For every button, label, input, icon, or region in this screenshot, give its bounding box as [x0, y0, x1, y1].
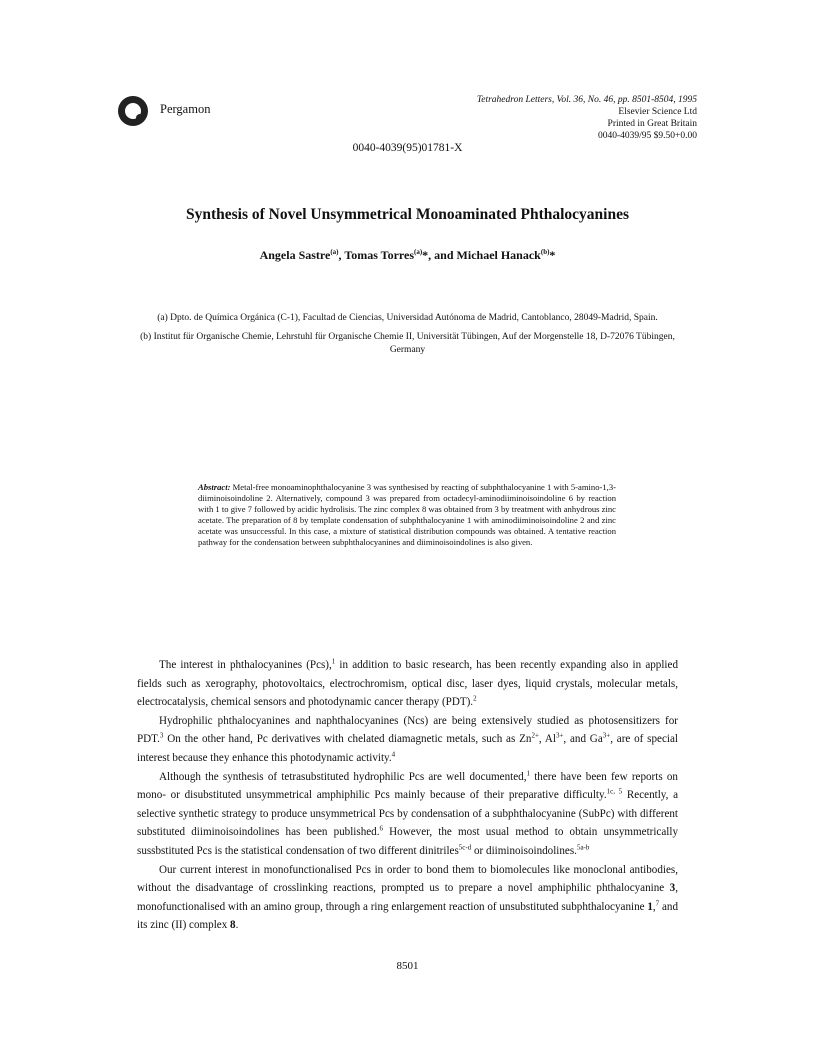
- author-name: Tomas Torres: [344, 248, 414, 262]
- affiliation-b: (b) Institut für Organische Chemie, Lehrstuhl für Organische Chemie II, Universität Tübingen, Auf der Morgenstelle 18, D-72076 Tübingen, Germany: [140, 332, 675, 355]
- citation-ref: 7: [655, 899, 660, 908]
- printed-line: Printed in Great Britain: [607, 119, 697, 129]
- paragraph: Although the synthesis of tetrasubstituted hydrophilic Pcs are well documented,$^1$ there have been few reports on mono- or disubstituted unsymmetrical amphiphilic Pcs mainly because of their preparative difficulty.$^{1c, 5}$ Recently, a selective synthetic strategy to produce unsymmetrical Pcs by condensation of a subphthalocyanine (SubPc) with different substituted diiminoisoindolines has been published.$^6$ However, the most usual method to obtain unsymmetrically sussbstituted Pcs is the statistical condensation of two different dinitriles$^{5c-d}$ or diiminoisoindolines.$^{5a-b}$: [137, 768, 679, 857]
- publisher-line: Elsevier Science Ltd: [618, 107, 697, 117]
- affiliation-a: (a) Dpto. de Química Orgánica (C-1), Facultad de Ciencias, Universidad Autónoma de Madrid, Cantoblanco, 28049-Madrid, Spain.: [157, 313, 658, 323]
- pergamon-logo: [118, 96, 148, 126]
- abstract-text: Metal-free monoaminophthalocyanine 3 was synthesised by reacting of subphthalocyanine 1 with 5-amino-1,3-diiminoisoindoline 2. Alternatively, compound 3 was prepared from octadecyl-aminodiiminoisoindoline 6 by reaction with 1 to give 7 followed by acidic hydrolisis. The zinc complex 8 was obtained from 3 by treatment with anhydrous zinc acetate. The preparation of 8 by template condensation of subphthalocyanine 1 with aminodiiminoisoindoline 2 and zinc acetate was unsuccessful. In this case, a mixture of statistical distribution compounds was obtained. A tentative reaction pathway for the condensation between subphthalocyanines and diiminoisoindolines is also given.: [198, 482, 616, 547]
- doi: 0040-4039(95)01781-X: [352, 142, 463, 154]
- author-list: Angela Sastre$^{(a)}$, Tomas Torres$^{(a)}$*, and Michael Hanack$^{(b)}$*: [259, 248, 556, 262]
- citation-ref: 3: [159, 731, 164, 740]
- citation-ref: 2: [473, 694, 477, 703]
- author-affiliation-mark: (a): [330, 248, 339, 256]
- citation-ref: 1: [526, 768, 530, 777]
- author-name: Michael Hanack: [456, 248, 541, 262]
- author-affiliation-mark: (b): [540, 248, 550, 256]
- citation-ref: 1: [331, 657, 336, 666]
- publisher-name: Pergamon: [160, 102, 211, 116]
- citation-ref: 1c, 5: [606, 787, 623, 796]
- author-name: Angela Sastre: [259, 248, 331, 262]
- affiliations: [130, 312, 685, 357]
- abstract: [198, 482, 616, 547]
- citation-ref: 5c-d: [458, 843, 472, 852]
- paragraph: Hydrophilic phthalocyanines and naphthalocyanines (Ncs) are being extensively studied as photosensitizers for PDT.$^3$ On the other hand, Pc derivatives with chelated diamagnetic metals, such as $Zn^{2+}$, $Al^{3+}$, and $Ga^{3+}$, are of special interest because they enhance this photodynamic activity.$^4$: [137, 714, 678, 764]
- abstract-label: Abstract:: [198, 482, 231, 492]
- author-affiliation-mark: (a): [414, 248, 423, 256]
- journal-line: Tetrahedron Letters, Vol. 36, No. 46, pp. 8501-8504, 1995: [476, 95, 697, 105]
- issn-line: 0040-4039/95 $9.50+0.00: [597, 131, 697, 141]
- body-text: [137, 656, 678, 935]
- citation-block: [477, 94, 697, 142]
- page-number: 8501: [396, 960, 419, 972]
- citation-ref: 5a-b: [576, 843, 590, 852]
- compound-number: 1: [647, 900, 653, 913]
- compound-number: 3: [669, 882, 676, 895]
- paper-title: Synthesis of Novel Unsymmetrical Monoaminated Phthalocyanines: [185, 206, 630, 223]
- citation-ref: 6: [379, 824, 383, 833]
- paragraph: Our current interest in monofunctionalised Pcs in order to bond them to biomolecules like monoclonal antibodies, without the disadvantage of crosslinking reactions, prompted us to prepare a novel amphiphilic phthalocyanine 3, monofunctionalised with an amino group, through a ring enlargement reaction of unsubstituted subphthalocyanine 1,$^7$ and its zinc (II) complex 8.: [137, 863, 678, 932]
- compound-number: 8: [230, 919, 236, 932]
- paragraph: The interest in phthalocyanines (Pcs),$^1$ in addition to basic research, has been recently expanding also in applied fields such as xerography, photovoltaics, electrochromism, optical disc, laser dyes, liquid crystals, molecular metals, electrocatalysis, chemical sensors and photodynamic cancer therapy (PDT).$^2$: [137, 657, 678, 709]
- citation-ref: 4: [391, 750, 396, 759]
